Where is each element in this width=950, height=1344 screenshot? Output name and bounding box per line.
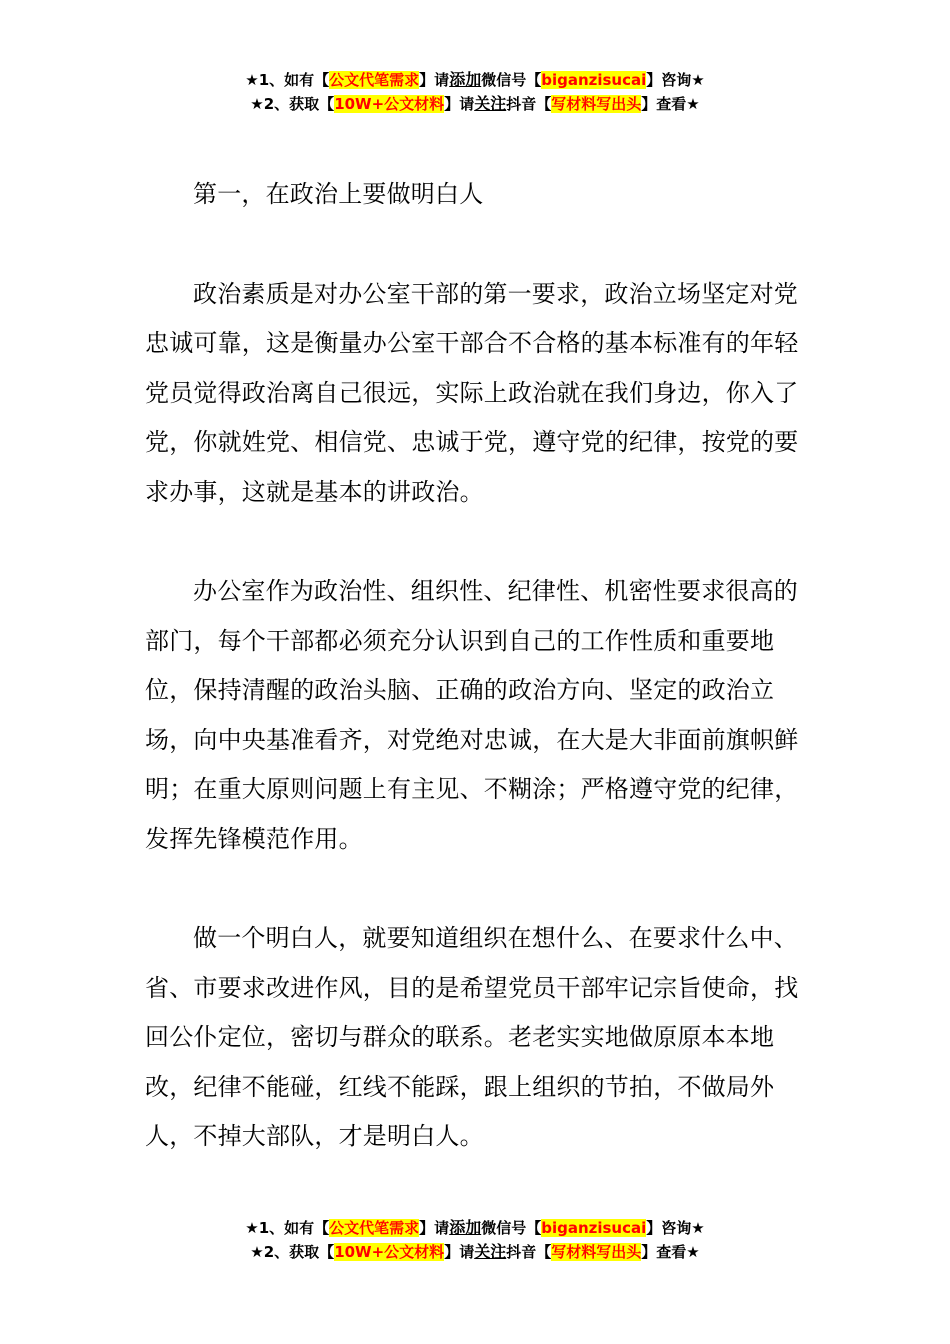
banner-highlight: 10W+公文材料 xyxy=(334,1243,445,1261)
banner-text: 】请 xyxy=(444,1243,475,1261)
banner-text: 】查看★ xyxy=(641,1243,700,1261)
banner-text: 】咨询★ xyxy=(646,1219,705,1237)
paragraph-2: 办公室作为政治性、组织性、纪律性、机密性要求很高的部门，每个干部都必须充分认识到自己的工作性质和重要地位，保持清醒的政治头脑、正确的政治方向、坚定的政治立场，向中央基准看齐，对党绝对忠诚，在大是大非面前旗帜鲜明；在重大原则问题上有主见、不糊涂；严格遵守党的纪律，发挥先锋模范作用。 xyxy=(145,577,799,853)
banner-douyin-id: 写材料写出头 xyxy=(551,95,642,113)
banner-text: 微信号【 xyxy=(481,1219,542,1237)
banner-text: 】请 xyxy=(419,71,450,89)
banner-underlined: 添加 xyxy=(449,1218,482,1237)
document-body xyxy=(145,170,810,1212)
header-banner xyxy=(0,68,950,116)
banner-text: 抖音【 xyxy=(506,1243,552,1261)
footer-banner xyxy=(0,1216,950,1264)
banner-text: 】咨询★ xyxy=(646,71,705,89)
banner-text: 微信号【 xyxy=(481,71,542,89)
banner-wechat-id: biganzisucai xyxy=(541,71,647,89)
banner-underlined: 添加 xyxy=(449,70,482,89)
paragraph-1: 政治素质是对办公室干部的第一要求，政治立场坚定对党忠诚可靠，这是衡量办公室干部合不合格的基本标准有的年轻党员觉得政治离自己很远，实际上政治就在我们身边，你入了党，你就姓党、相信党、忠诚于党，遵守党的纪律，按党的要求办事，这就是基本的讲政治。 xyxy=(145,279,799,506)
banner-text: 】请 xyxy=(444,95,475,113)
banner-text: ★2、获取【 xyxy=(250,1243,335,1261)
banner-underlined: 关注 xyxy=(474,1242,507,1261)
banner-line-1 xyxy=(0,68,950,92)
banner-text: ★2、获取【 xyxy=(250,95,335,113)
paragraph-3: 做一个明白人，就要知道组织在想什么、在要求什么中、省、市要求改进作风，目的是希望党员干部牢记宗旨使命，找回公仆定位，密切与群众的联系。老老实实地做原原本本地改，纪律不能碰，红线不能踩，跟上组织的节拍，不做局外人，不掉大部队，才是明白人。 xyxy=(145,924,799,1150)
banner-highlight: 公文代笔需求 xyxy=(329,1219,420,1237)
banner-line-2 xyxy=(0,92,950,116)
banner-wechat-id: biganzisucai xyxy=(541,1219,647,1237)
banner-text: 】请 xyxy=(419,1219,450,1237)
banner-text: ★1、如有【 xyxy=(245,1219,330,1237)
banner-douyin-id: 写材料写出头 xyxy=(551,1243,642,1261)
section-heading: 第一，在政治上要做明白人 xyxy=(193,180,484,208)
banner-line-2 xyxy=(0,1240,950,1264)
banner-highlight: 10W+公文材料 xyxy=(334,95,445,113)
banner-text: 】查看★ xyxy=(641,95,700,113)
banner-line-1 xyxy=(0,1216,950,1240)
banner-text: ★1、如有【 xyxy=(245,71,330,89)
banner-highlight: 公文代笔需求 xyxy=(329,71,420,89)
banner-underlined: 关注 xyxy=(474,94,507,113)
banner-text: 抖音【 xyxy=(506,95,552,113)
